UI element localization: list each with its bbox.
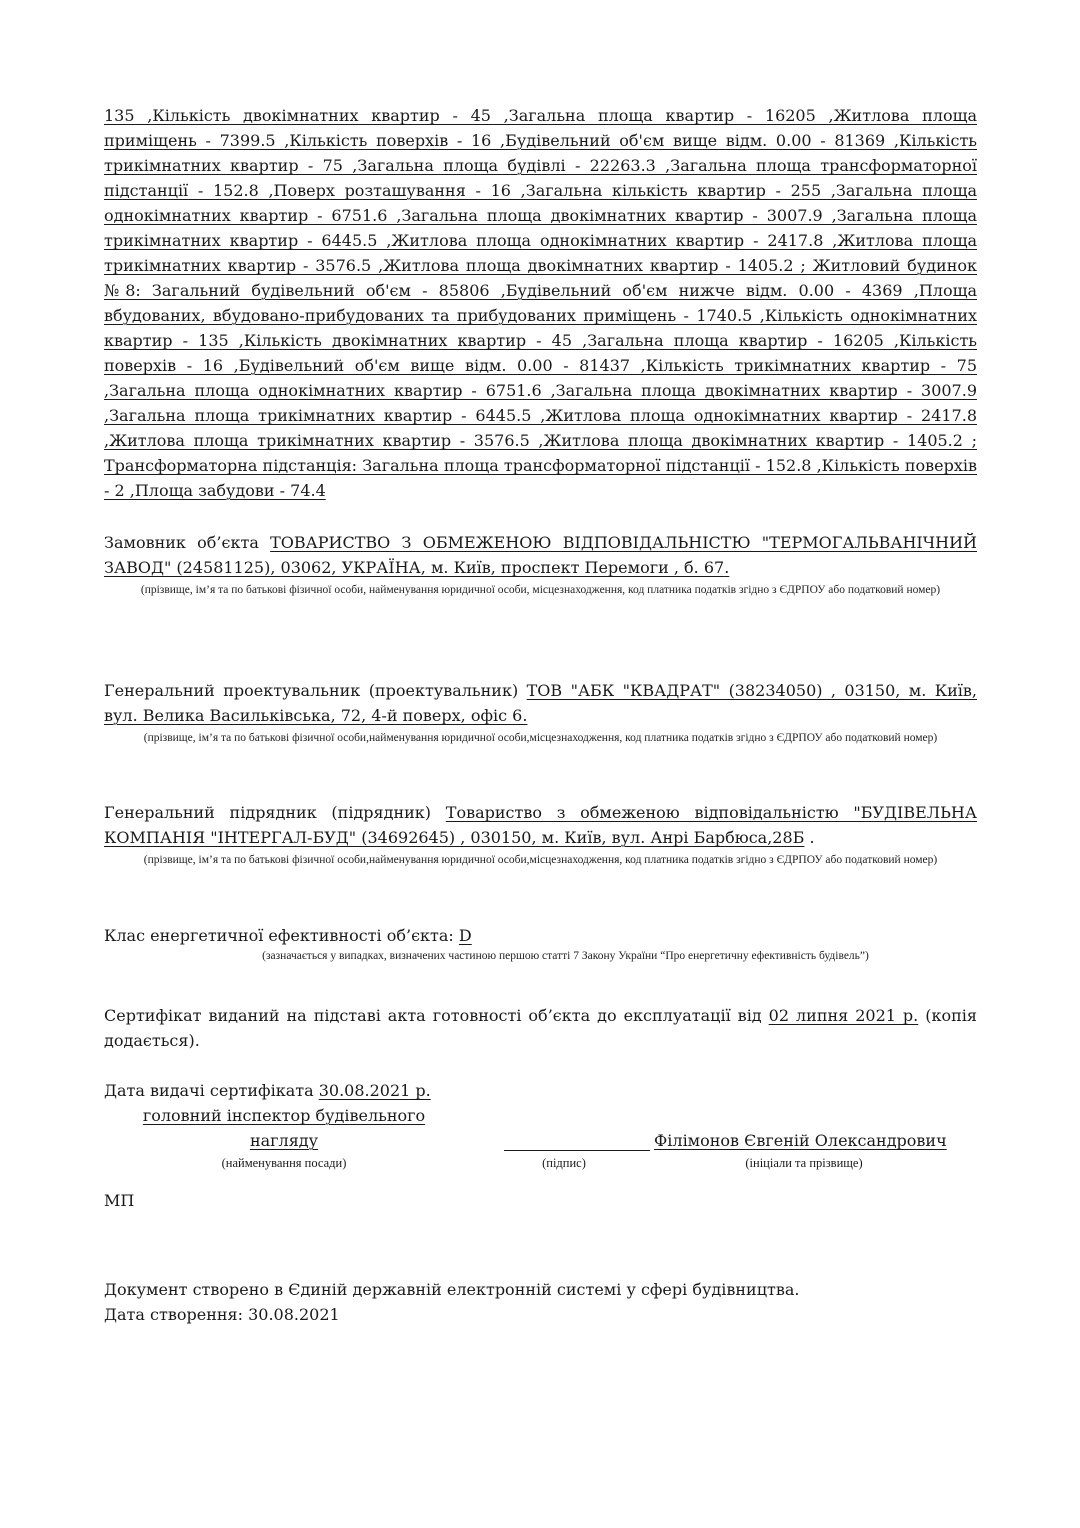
contractor-paragraph bbox=[104, 800, 977, 850]
energy-paragraph bbox=[104, 923, 977, 948]
certificate-basis-date: 02 липня 2021 р. bbox=[768, 1006, 919, 1025]
signer-position-line2: нагляду bbox=[249, 1131, 319, 1150]
designer-value: ТОВ "АБК "КВАДРАТ" (38234050) , 03150, м. Київ, вул. Велика Васильківська, 72, 4-й поверх, офіс 6. bbox=[104, 681, 977, 725]
signature-line bbox=[504, 1150, 650, 1151]
signer-name: Філімонов Євгеній Олександрович bbox=[654, 1131, 947, 1150]
customer-section bbox=[104, 530, 977, 599]
customer-tail: . bbox=[724, 558, 730, 577]
issue-date-value: 30.08.2021 р. bbox=[318, 1081, 431, 1100]
customer-paragraph bbox=[104, 530, 977, 580]
contractor-section bbox=[104, 800, 977, 869]
customer-note: (прізвище, ім’я та по батькові фізичної особи, найменування юридичної особи, місцезнаходження, код платника податків згідно з ЄДРПОУ або податковий номер) bbox=[140, 584, 941, 596]
designer-label: Генеральний проектувальник (проектувальник) bbox=[104, 681, 519, 700]
designer-section bbox=[104, 678, 977, 747]
signer-position bbox=[134, 1103, 434, 1153]
footer-created-date: Дата створення: 30.08.2021 bbox=[104, 1305, 340, 1324]
signer-name-cell bbox=[654, 1128, 974, 1153]
designer-note: (прізвище, ім’я та по батькові фізичної особи,найменування юридичної особи,місцезнаходження, код платника податків згідно з ЄДРПОУ або податковий номер) bbox=[143, 732, 938, 744]
signer-position-line1: головний інспектор будівельного bbox=[142, 1106, 426, 1125]
position-note: (найменування посади) bbox=[221, 1156, 347, 1170]
name-note: (ініціали та прізвище) bbox=[745, 1156, 863, 1170]
customer-label: Замовник об’єкта bbox=[104, 533, 259, 552]
customer-value: ТОВАРИСТВО З ОБМЕЖЕНОЮ ВІДПОВІДАЛЬНІСТЮ "ТЕРМОГАЛЬВАНІЧНИЙ ЗАВОД" (24581125), 03062, УКРАЇНА, м. Київ, проспект Перемоги , б. 67 bbox=[104, 533, 977, 577]
signature-note: (підпис) bbox=[542, 1156, 586, 1170]
designer-paragraph bbox=[104, 678, 977, 728]
footer-created-in: Документ створено в Єдиній державній електронній системі у сфері будівництва. bbox=[104, 1280, 800, 1299]
certificate-basis-paragraph bbox=[104, 1003, 977, 1053]
contractor-note: (прізвище, ім’я та по батькові фізичної особи,найменування юридичної особи,місцезнаходження, код платника податків згідно з ЄДРПОУ або податковий номер) bbox=[143, 854, 938, 866]
energy-section bbox=[104, 923, 977, 965]
energy-note: (зазначається у випадках, визначених частиною першою статті 7 Закону України “Про енергетичну ефективність будівель”) bbox=[262, 950, 869, 962]
energy-label: Клас енергетичної ефективності об’єкта: bbox=[104, 926, 454, 945]
stamp-place: МП bbox=[104, 1191, 135, 1210]
object-details-text: 135 ,Кількість двокімнатних квартир - 45 ,Загальна площа квартир - 16205 ,Житлова площа приміщень - 7399.5 ,Кількість поверхів - 16 ,Будівельний об'єм вище відм. 0.00 - 81369 ,Кількість трикімнатних квартир - 75 ,Загальна площа будівлі - 22263.3 ,Загальна площа трансформаторної підстанції - 152.8 ,Поверх розташування - 16 ,Загальна кількість квартир - 255 ,Загальна площа однокімнатних квартир - 6751.6 ,Загальна площа двокімнатних квартир - 3007.9 ,Загальна площа трикімнатних квартир - 6445.5 ,Житлова площа однокімнатних квартир - 2417.8 ,Житлова площа трикімнатних квартир - 3576.5 ,Житлова площа двокімнатних квартир - 1405.2 ; Житловий будинок №8: Загальний будівельний об'єм - 85806 ,Будівельний об'єм нижче відм. 0.00 - 4369 ,Площа вбудованих, вбудовано-прибудованих та прибудованих приміщень - 1740.5 ,Кількість однокімнатних квартир - 135 ,Кількість двокімнатних квартир - 45 ,Загальна площа квартир - 16205 ,Кількість поверхів - 16 ,Будівельний об'єм вище відм. 0.00 - 81437 ,Кількість трикімнатних квартир - 75 ,Загальна площа однокімнатних квартир - 6751.6 ,Загальна площа двокімнатних квартир - 3007.9 ,Загальна площа трикімнатних квартир - 6445.5 ,Житлова площа однокімнатних квартир - 2417.8 ,Житлова площа трикімнатних квартир - 3576.5 ,Житлова площа двокімнатних квартир - 1405.2 ; Трансформаторна підстанція: Загальна площа трансформаторної підстанції - 152.8 ,Кількість поверхів - 2 ,Площа забудови - 74.4 bbox=[104, 106, 977, 500]
contractor-label: Генеральний підрядник (підрядник) bbox=[104, 803, 432, 822]
issue-date-label: Дата видачі сертифіката bbox=[104, 1081, 314, 1100]
footer bbox=[104, 1277, 977, 1327]
certificate-basis-text: Сертифікат виданий на підставі акта готовності об’єкта до експлуатації від bbox=[104, 1006, 762, 1025]
object-details-paragraph bbox=[104, 103, 977, 503]
issue-date-row bbox=[104, 1078, 977, 1103]
certificate-copy-note: (копія додається). bbox=[104, 1006, 977, 1050]
contractor-tail: . bbox=[809, 828, 815, 847]
energy-value: D bbox=[458, 926, 472, 945]
signature-block bbox=[104, 1103, 977, 1183]
contractor-value: Товариство з обмеженою відповідальністю "БУДІВЕЛЬНА КОМПАНІЯ "ІНТЕРГАЛ-БУД" (34692645) , 030150, м. Київ, вул. Анрі Барбюса,28Б bbox=[104, 803, 978, 847]
